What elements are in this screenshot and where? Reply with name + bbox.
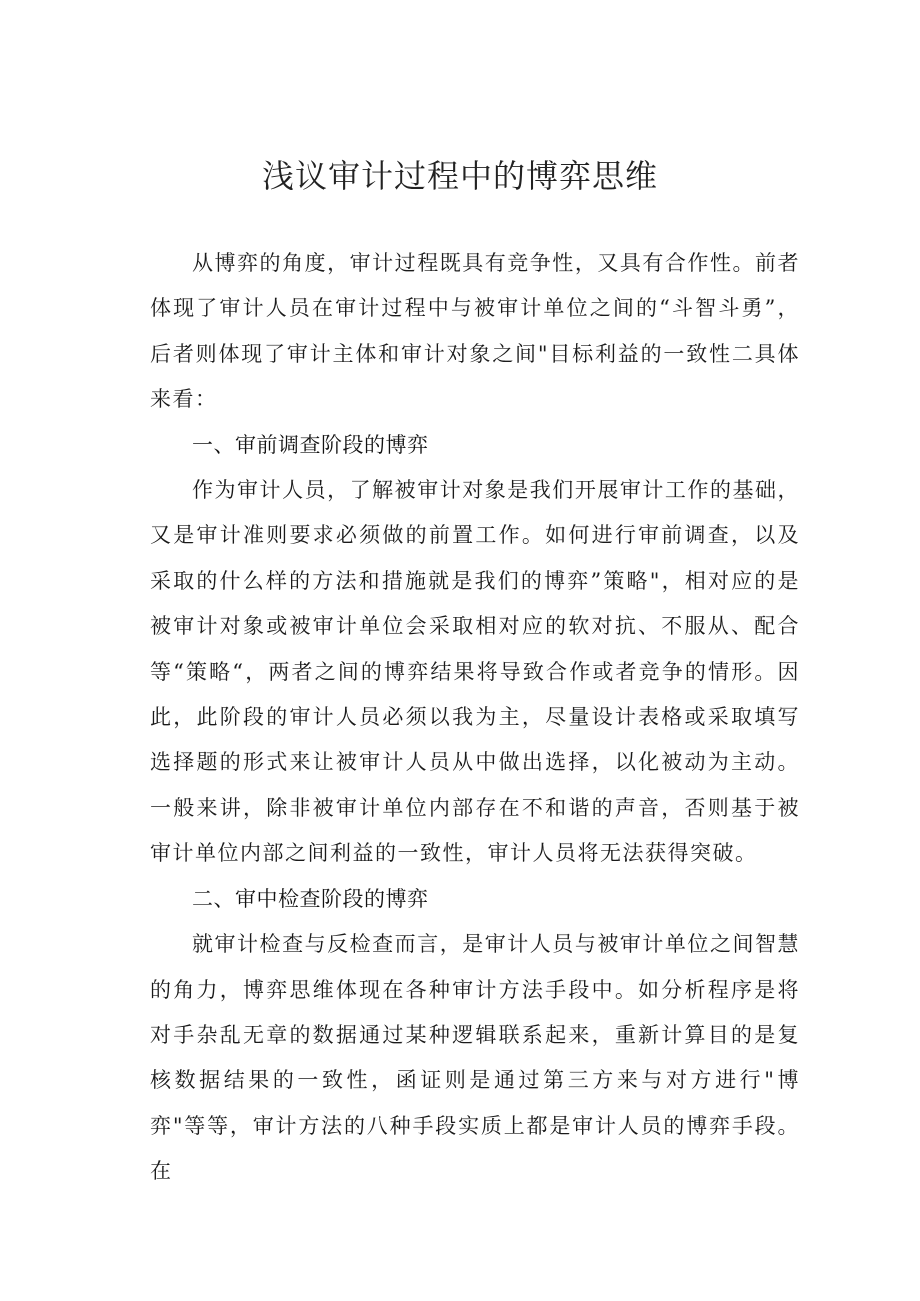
section-heading-1: 一、审前调查阶段的博弈	[192, 432, 429, 457]
section-1-paragraph: 作为审计人员，了解被审计对象是我们开展审计工作的基础，又是审计准则要求必须做的前置工作。如何进行审前调查，以及采取的什么样的方法和措施就是我们的博弈”策略"，相对应的是被审计对象或被审计单位会采取相对应的软对抗、不服从、配合等“策略“，两者之间的博弈结果将导致合作或者竞争的情形。因此，此阶段的审计人员必须以我为主，尽量设计表格或采取填写选择题的形式来让被审计人员从中做出选择，以化被动为主动。一般来讲，除非被审计单位内部存在不和谐的声音，否则基于被审计单位内部之间利益的一致性，审计人员将无法获得突破。	[150, 478, 800, 866]
section-heading-2: 二、审中检查阶段的博弈	[192, 886, 429, 911]
document-body	[150, 241, 800, 1195]
document-title: 浅议审计过程中的博弈思维	[261, 157, 658, 195]
intro-paragraph: 从博弈的角度，审计过程既具有竞争性，又具有合作性。前者体现了审计人员在审计过程中与被审计单位之间的“斗智斗勇”，后者则体现了审计主体和审计对象之间"目标利益的一致性二具体来看：	[150, 251, 800, 412]
section-2-paragraph: 就审计检查与反检查而言，是审计人员与被审计单位之间智慧的角力，博弈思维体现在各种审计方法手段中。如分析程序是将对手杂乱无章的数据通过某种逻辑联系起来，重新计算目的是复核数据结果的一致性，函证则是通过第三方来与对方进行"博弈"等等，审计方法的八种手段实质上都是审计人员的博弈手段。在	[150, 932, 800, 1184]
